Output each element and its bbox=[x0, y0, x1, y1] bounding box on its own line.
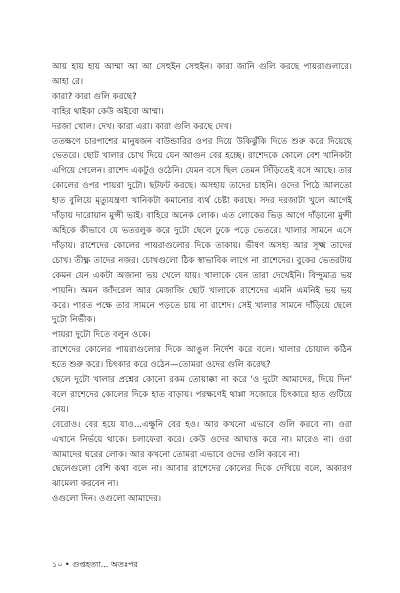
paragraph-1: আয় হায় হায় আম্মা আ আ সেহুইন সেহুইন। কারা জানি গুলি করছে পায়রাগুলারে। আহা রে। bbox=[52, 62, 352, 87]
page-body bbox=[52, 60, 352, 507]
paragraph-6: পায়রা দুটো দিতে বলুন ওকে। bbox=[52, 330, 151, 341]
paragraph-5: ততক্ষণে চারপাশের মানুষজন বাউন্ডারির ওপর দিয়ে উকিঝুঁকি দিতে শুরু করে দিয়েছে ভেতরে। ছোট খালার চোখ দিয়ে যেন আগুন বের হচ্ছে। রাশেদকে কোলে বেশ খানিকটা এগিয়ে গেলেন। রাশেদ একটুও ওঠেনি। যেমন বসে ছিল তেমন সিঁড়িতেই বসে আছে। তার কোলের ওপর পায়রা দুটো। ছটফট করছে। অসহায় তাদের চাহনি। ওদের পিঠে আলতো হাত বুলিয়ে মৃত্যুযন্ত্রণা খানিকটা কমানোর ব্যর্থ চেষ্টা করছে। সদর দরজাটা খুলে আগেই দাঁড়ায় দারোয়ান মুন্সী ভাই। বাহিরে অনেক লোক। এত লোকের ভিড় আগে দাঁড়ানো মুন্সী অহিকে কীভাবে যে ভতরলুক করে দুটো ছেলে ঢুকে পড়ে ভেতরে। খালার সামনে এসে দাঁড়ায়। রাশেদের কোলের পায়রাগুলোর দিকে তাকায়। ভীষণ অসহ্য আর সূক্ষ্ম তাদের চোখ। তীক্ষ্ণ তাদের নজর। চোখগুলো ঠিক স্বাভাবিক লাগে না রাশেদের। বুকের ভেতরটায় কেমন যেন একটা অজানা ভয় খেলে যায়। খালাকে যেন তারা দেখেইনি। বিন্দুমাত্র ভয় পায়নি। অমন জাঁদরেল আর মেজাজি ছোট খালাকে রাশেদের এমনি এমনিই ভয় ভয় করে। পারত পক্ষে তার সামনে পড়তে চায় না রাশেদ। সেই খালার সামনে দাঁড়িয়ে ছেলে দুটো নির্ভীক। bbox=[52, 136, 352, 326]
paragraph-4: দরজা খোল। দেখ। কারা এরা। কারা গুলি করছে দেখ। bbox=[52, 121, 232, 132]
paragraph-2: কারা? কারা গুলি করছে? bbox=[52, 91, 137, 102]
paragraph-10: ছেলেগুলো বেশি কথা বলে না। আবার রাশেদের কোলের দিকে দেখিয়ে বলে, অকারণ ঝামেলা করবেন না। bbox=[52, 464, 352, 490]
page-footer: ১০ • গুপ্তহত্যা... অতঃপর bbox=[52, 560, 138, 569]
paragraph-7: রাশেদের কোলের পায়রাগুলোর দিকে আঙুল নির্দেশ করে বলে। খালার চোয়াল কঠিন হতে শুরু করে। চিৎকার করে ওঠেন—তোমরা ওদের গুলি করেছ? bbox=[52, 345, 352, 371]
paragraph-9: বেরোও। বের হয়ে যাও...এক্ষুনি বের হও। আর কখনো এভাবে গুলি করবে না। ওরা এখানে নির্ভয়ে থাকে। চলাফেরা করে। কেউ ওদের আঘাত্ত করে না। মারেও না। ওরা আমাদের ঘরের লোক। আর কখনো তোমরা এভাবে ওদের গুলি করবে না। bbox=[52, 419, 352, 460]
paragraph-3: বাহির থাইকা কেউ অইবো আম্মা। bbox=[52, 106, 164, 117]
paragraph-11: ওগুলো দিন। ওগুলো আমাদের। bbox=[52, 494, 162, 505]
paragraph-8: ছেলে দুটো খালার প্রশ্নের কোনো রকম তোয়াক্কা না করে 'ও দুটো আমাদের, দিয়ে দিন' বলে রাশেদের কোলের দিকে হাত বাড়ায়। পরক্ষণেই থাপ্পা সজোরে চিৎকারে হাত গুটিয়ে নেয়। bbox=[52, 375, 352, 415]
